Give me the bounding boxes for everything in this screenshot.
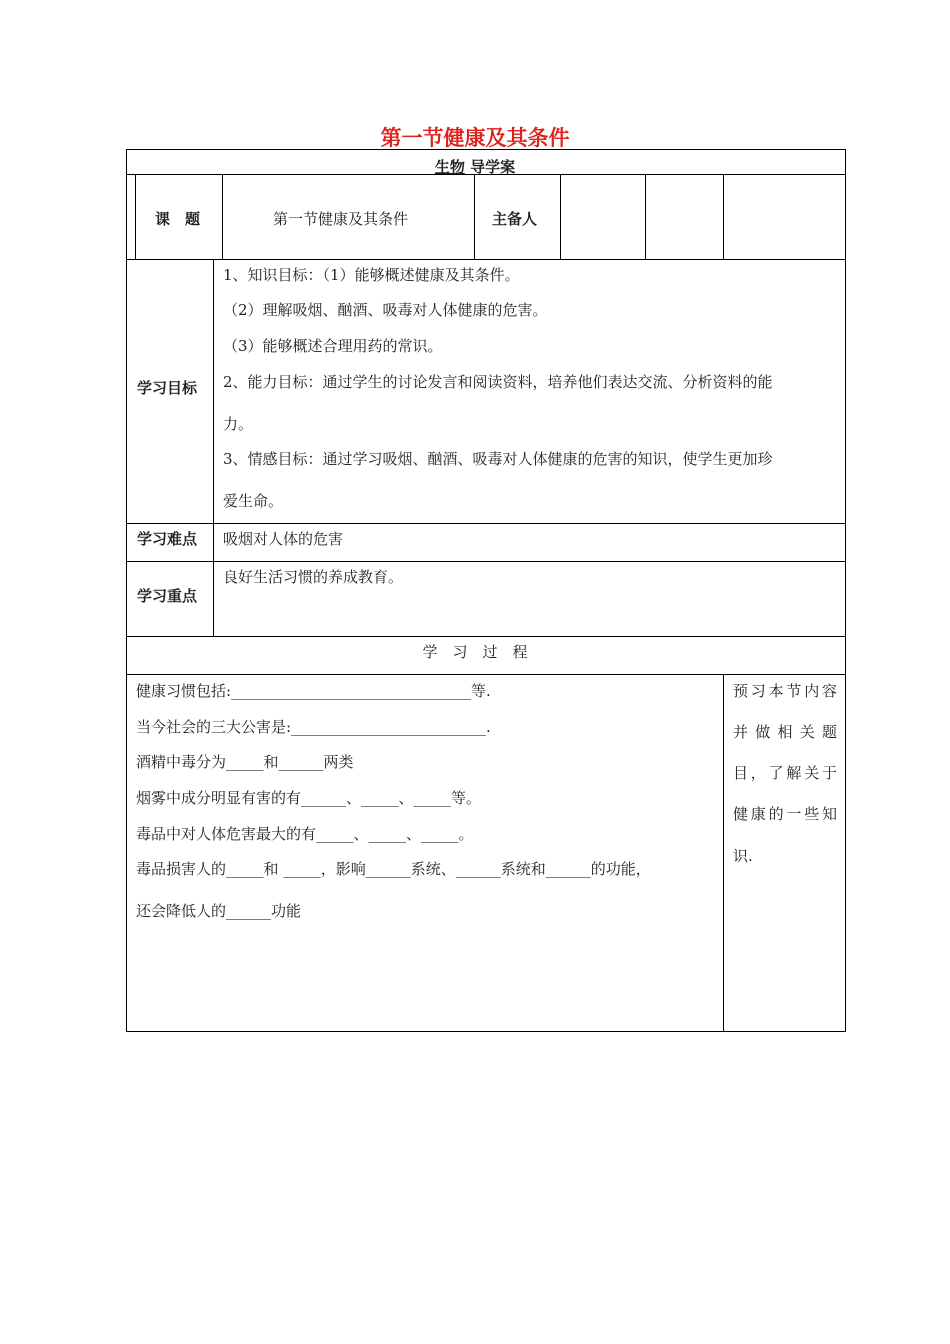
side-note-line: 目，了解关于	[733, 764, 837, 782]
key-point-label: 学习重点	[137, 587, 198, 605]
process-line: 当今社会的三大公害是:__________________________.	[136, 718, 491, 736]
page-title: 第一节健康及其条件	[380, 126, 570, 150]
process-line: 烟雾中成分明显有害的有______、_____、_____等。	[136, 789, 482, 807]
subject-label: 生物	[434, 158, 465, 176]
process-line: 健康习惯包括:________________________________等.	[136, 682, 491, 700]
difficulty-label: 学习难点	[137, 530, 198, 548]
topic-value: 第一节健康及其条件	[273, 210, 409, 228]
objective-line: 1、知识目标：（1）能够概述健康及其条件。	[223, 266, 520, 284]
difficulty-value: 吸烟对人体的危害	[223, 530, 344, 548]
process-line: 毒品损害人的_____和 _____，影响______系统、______系统和______的功能，	[136, 860, 651, 878]
objectives-label: 学习目标	[137, 379, 198, 397]
side-note-line: 识.	[733, 847, 753, 865]
process-line: 毒品中对人体危害最大的有_____、_____、_____。	[136, 825, 474, 843]
process-line: 还会降低人的______功能	[136, 902, 302, 920]
side-note-line: 预习本节内容	[733, 682, 837, 700]
key-point-value: 良好生活习惯的养成教育。	[223, 568, 404, 586]
objective-line: 力。	[223, 415, 254, 433]
objective-line: 2、能力目标：通过学生的讨论发言和阅读资料，培养他们表达交流、分析资料的能	[223, 373, 773, 391]
subheader-name: 导学案	[470, 158, 516, 176]
objective-line: （3）能够概述合理用药的常识。	[223, 337, 443, 355]
objective-line: 爱生命。	[223, 492, 284, 510]
preparer-label: 主备人	[492, 210, 538, 228]
topic-label: 课 题	[155, 210, 201, 228]
objective-line: （2）理解吸烟、酗酒、吸毒对人体健康的危害。	[223, 301, 548, 319]
side-note-line: 健康的一些知	[733, 805, 837, 823]
side-note-line: 并做相关题	[733, 723, 837, 741]
objective-line: 3、情感目标：通过学习吸烟、酗酒、吸毒对人体健康的危害的知识，使学生更加珍	[223, 450, 773, 468]
process-header: 学 习 过 程	[422, 643, 528, 661]
process-line: 酒精中毒分为_____和______两类	[136, 753, 354, 771]
